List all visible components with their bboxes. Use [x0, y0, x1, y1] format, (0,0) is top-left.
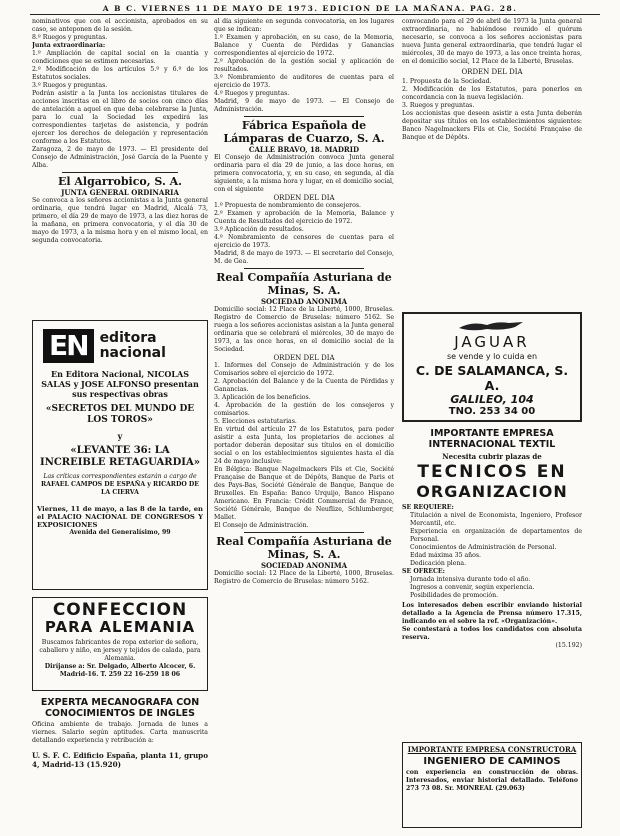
col2-top-item: 4.º Ruegos y preguntas. — [214, 90, 290, 97]
rca-text-2: En virtud del artículo 27 de los Estatutos, para poder asistir a esta Junta, los propietarios de acciones al portador deberán depositar sus títulos en el domicilio social o en los establecimientos siguientes hasta el día 24 de mayo inclusive: — [214, 426, 394, 465]
rca-text: Domicilio social: 12 Place de la Liberté, 1000, Bruselas. Registro de Comercio de Bruselas: número 5162. Se ruega a los señores accionistas asistan a la Junta general ordinaria que se celebrará el miércoles, 30 de mayo de 1973, a las once horas, en el domicilio social de la Sociedad. — [214, 306, 394, 353]
junta-extra-title: Junta extraordinaria: — [32, 42, 106, 49]
confeccion-contact: Diríjanse a: Sr. Delgado, Alberto Alcocer, 6. Madrid-16. T. 259 22 16-259 18 06 — [44, 663, 196, 678]
constructora-need: INGENIERO DE CAMINOS — [423, 756, 561, 767]
jaguar-tel: TNO. 253 34 00 — [448, 406, 536, 417]
textil-off-item: • Jornada intensiva durante todo el año. — [410, 576, 582, 584]
rca-orden: ORDEN DEL DIA — [273, 354, 335, 362]
fabrica-title: Fábrica Española de Lámparas de Cuarzo, S. A. — [223, 119, 385, 145]
textil-big-1: TECNICOS EN — [417, 462, 567, 482]
editora-brand-1: editora — [99, 330, 157, 346]
mecanografa-contact: U. S. F. C. Edificio España, planta 11, grupo 4, Madrid-13 (15.920) — [32, 751, 208, 769]
editora-date: Viernes, 11 de mayo, a las 8 de la tarde, en el PALACIO NACIONAL DE CONGRESOS Y EXPOSICIONES — [37, 505, 203, 529]
rca-title: Real Compañía Asturiana de Minas, S. A. — [216, 271, 392, 297]
col2-top-item: 1.º Examen y aprobación, en su caso, de la Memoria, Balance y Cuenta de Pérdidas y Ganancias correspondientes al ejercicio de 1972. — [214, 34, 394, 57]
textil-need: Necesita cubrir plazas de — [442, 452, 542, 461]
junta-item: 2.º Modificación de los artículos 5.º y 6.º de los Estatutos sociales. — [32, 66, 208, 81]
editora-critics: RAFAEL CAMPOS DE ESPAÑA y RICARDO DE LA CIERVA — [41, 481, 199, 496]
col3-item: 3. Ruegos y preguntas. — [402, 102, 475, 109]
textil-off-item: • Posibilidades de promoción. — [410, 592, 582, 600]
fabrica-orden: ORDEN DEL DIA — [273, 194, 335, 202]
textil-text: Los interesados deben escribir enviando historial detallado a la Agencia de Prensa número 17.315, indicando en el sobre la ref. «Organización». — [402, 602, 582, 625]
fabrica-sign: Madrid, 8 de mayo de 1973. — El secretario del Consejo, M. de Gea. — [214, 250, 394, 265]
divider — [244, 532, 364, 533]
textil-off-item: • Ingresos a convenir, según experiencia. — [410, 584, 582, 592]
fabrica-item: 2.º Examen y aprobación de la Memoria, Balance y Cuenta de Resultados del ejercicio de 1972. — [214, 210, 394, 225]
jaguar-address: GALILEO, 104 — [450, 393, 534, 406]
editora-criticas: Las críticas correspondientes estarán a cargo de — [43, 473, 197, 480]
col3-orden: ORDEN DEL DIA — [461, 68, 523, 76]
col3-top-text: convocando para el 29 de abril de 1973 la Junta general extraordinaria, no habiéndose reunido el quórum necesario, se convoca a los señores accionistas para nueva Junta general extraordinaria, que tendrá lugar el miércoles, 30 de mayo de 1973, a las once treinta horas, en el domicilio social, 12 Place de la Liberté, Bruselas. — [402, 18, 582, 65]
jaguar-emblem-icon — [457, 318, 527, 332]
divider — [244, 268, 364, 269]
column-3-top — [402, 18, 582, 310]
jaguar-line: se vende y lo cuida en — [446, 352, 538, 361]
textil-ref: (15.192) — [555, 642, 582, 649]
algarrobico-text: Se convoca a los señores accionistas a la Junta general ordinaria, que tendrá lugar en Madrid, Alcalá 73, primero, el día 29 de mayo de 1973, a las diez horas de la mañana, en primera convocatoria, y el día 30 de mayo de 1973, a la misma hora y en el mismo local, en segunda convocatoria. — [32, 197, 208, 244]
header-rule — [30, 14, 600, 15]
textil-off-title: SE OFRECE: — [402, 568, 445, 575]
textil-req-item: • Titulación a nivel de Economista, Ingeniero, Profesor Mercantil, etc. — [410, 512, 582, 528]
col3-item: 1. Propuesta de la Sociedad. — [402, 78, 492, 85]
col1-top-item: 8.º Ruegos y preguntas. — [32, 34, 108, 41]
textil-req-item: • Dedicación plena. — [410, 560, 582, 568]
textil-req-item: • Conocimientos de Administración de Personal. — [410, 544, 582, 552]
textil-req-item: • Experiencia en organización de departamentos de Personal. — [410, 528, 582, 544]
textil-req-item: • Edad máxima 35 años. — [410, 552, 582, 560]
col2-top-item: 3.º Nombramiento de auditores de cuentas para el ejercicio de 1973. — [214, 74, 394, 89]
col3-text-2: Los accionistas que deseen asistir a esta Junta deberán depositar sus títulos en los establecimientos siguientes: Banco Nagelmackers Fils et Cie, Société Française de Banque et de Dépôts. — [402, 110, 582, 141]
junta-item: 3.º Ruegos y preguntas. — [32, 82, 108, 89]
divider — [62, 172, 178, 173]
col1-top-item: nominativos que con el accionista, aprobados en su caso, se anteponen de la sesión. — [32, 18, 208, 33]
fabrica-text: El Consejo de Administración convoca Junta general ordinaria para el día 29 de junio, a las doce horas, en primera convocatoria, y, en su caso, en segunda, al día siguiente, a la misma hora y lugar, en el domicilio social, con el siguiente — [214, 154, 394, 193]
junta-text: Podrán asistir a la Junta los accionistas titulares de acciones inscritas en el libro de socios con cinco días de antelación a aquel en que deba celebrarse la Junta, para lo cual la Sociedad les expedirá las correspondientes tarjetas de asistencia, y podrán ejercer los derechos de delegación y representación conforme a los Estatutos. — [32, 90, 208, 145]
textil-text-2: Se contestará a todos los candidatos con absoluta reserva. — [402, 626, 582, 641]
algarrobico-title: El Algarrobico, S. A. — [58, 175, 182, 188]
fabrica-item: 1.º Propuesta de nombramiento de consejeros. — [214, 202, 362, 209]
rca-sign: El Consejo de Administración. — [214, 522, 309, 529]
page-header: A B C. VIERNES 11 DE MAYO DE 1973. EDICION DE LA MAÑANA. PAG. 28. — [102, 4, 518, 13]
editora-logo: EN — [43, 329, 94, 363]
textil-big-2: ORGANIZACION — [416, 482, 568, 501]
editora-address: Avenida del Generalísimo, 99 — [69, 529, 171, 536]
textil-title: IMPORTANTE EMPRESA INTERNACIONAL TEXTIL — [428, 428, 556, 450]
mecanografa-text: Oficina ambiente de trabajo. Jornada de lunes a viernes. Salario según aptitudes. Carta manuscrita detallando experiencia y retribución a: — [32, 721, 208, 744]
editora-text: En Editora Nacional, NICOLAS SALAS y JOSE ALFONSO presentan sus respectivas obras — [41, 369, 199, 399]
col2-top-text: al día siguiente en segunda convocatoria, en los lugares que se indican: — [214, 18, 394, 33]
editora-nacional-ad — [32, 320, 208, 590]
editora-y: y — [117, 431, 123, 441]
constructora-ad — [402, 742, 582, 828]
mecanografa-title: EXPERTA MECANOGRAFA CON CONOCIMIENTOS DE INGLES — [40, 697, 200, 719]
textil-req-title: SE REQUIERE: — [402, 504, 454, 511]
divider — [244, 116, 364, 117]
rca-item: 4. Aprobación de la gestión de los consejeros y comisarios. — [214, 402, 394, 417]
rca-item: 1. Informes del Consejo de Administración y de los Comisarios sobre el ejercicio de 1972. — [214, 362, 394, 377]
jaguar-new — [408, 419, 576, 422]
rca-item: 5. Elecciones estatutarias. — [214, 418, 297, 425]
textil-ad — [402, 428, 582, 728]
mecanografa-ad — [32, 695, 208, 830]
fabrica-item: 4.º Nombramiento de censores de cuentas para el ejercicio de 1973. — [214, 234, 394, 249]
confeccion-title-1: CONFECCION — [52, 600, 188, 620]
constructora-text: con experiencia en construcción de obras. Interesados, enviar historial detallado. Teléfono 273 73 08. Sr. MONREAL (29.063) — [406, 769, 578, 792]
rca-subtitle: SOCIEDAD ANONIMA — [260, 297, 348, 306]
rca-item: 3. Aplicación de los beneficios. — [214, 394, 311, 401]
col3-item: 2. Modificación de los Estatutos, para ponerlos en concordancia con la nueva legislación. — [402, 86, 582, 101]
editora-work-2: «LEVANTE 36: LA INCREIBLE RETAGUARDIA» — [40, 445, 200, 468]
confeccion-ad — [32, 597, 208, 691]
algarrobico-subtitle: JUNTA GENERAL ORDINARIA — [61, 188, 179, 197]
column-2 — [214, 18, 394, 830]
jaguar-company: C. DE SALAMANCA, S. A. — [415, 363, 569, 393]
fabrica-address: CALLE BRAVO, 18. MADRID — [248, 145, 360, 154]
rca2-title: Real Compañía Asturiana de Minas, S. A. — [216, 535, 392, 561]
jaguar-title: JAGUAR — [454, 333, 530, 351]
confeccion-text: Buscamos fabricantes de ropa exterior de señora, caballero y niño, en jersey y tejidos de calada, para Alemania. — [39, 639, 201, 662]
confeccion-title-2: PARA ALEMANIA — [44, 618, 196, 636]
col2-top-item: 2.º Aprobación de la gestión social y aplicación de resultados. — [214, 58, 394, 73]
jaguar-ad — [402, 312, 582, 422]
fabrica-item: 3.º Aplicación de resultados. — [214, 226, 304, 233]
editora-brand-2: nacional — [99, 345, 166, 361]
junta-item: 1.º Ampliación de capital social en la cuantía y condiciones que se estimen necesarias. — [32, 50, 208, 65]
junta-sign: Zaragoza, 2 de mayo de 1973. — El presidente del Consejo de Administración, José García de la Puente y Alba. — [32, 146, 208, 169]
col2-top-sign: Madrid, 9 de mayo de 1973. — El Consejo de Administración. — [214, 98, 394, 113]
constructora-title: IMPORTANTE EMPRESA CONSTRUCTORA — [407, 745, 577, 754]
rca-item: 2. Aprobación del Balance y de la Cuenta de Pérdidas y Ganancias. — [214, 378, 394, 393]
editora-work-1: «SECRETOS DEL MUNDO DE LOS TOROS» — [45, 404, 195, 425]
rca2-text: Domicilio social: 12 Place de la Liberté, 1000, Bruselas. Registro de Comercio de Bruselas: número 5162. — [214, 570, 394, 585]
rca-banks: En Bélgica: Banque Nagelmackers Fils et Cie, Société Française de Banque et de Dépôts, Banque de Paris et des Pays-Bas, Société Générale de Banque, Banque de Bruxelles. En España: Banco Urquijo, Banco Hispano Americano. En Francia: Crédit Commercial de France, Société Générale, Banque de Neuflize, Schlumberger, Mallet. — [214, 466, 394, 521]
rca2-subtitle: SOCIEDAD ANONIMA — [260, 561, 348, 570]
